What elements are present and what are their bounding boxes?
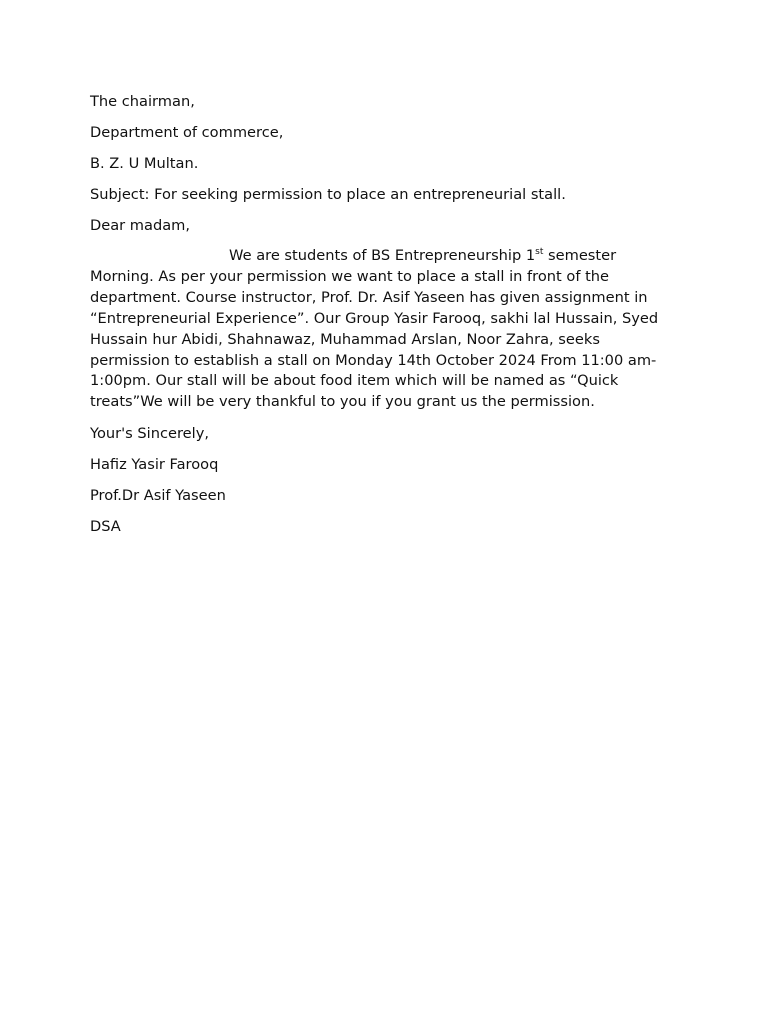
recipient-title: The chairman, xyxy=(90,93,195,110)
recipient-department: Department of commerce, xyxy=(90,124,284,141)
body-paragraph xyxy=(90,246,680,413)
body-intro: We are students of BS Entrepreneurship 1 xyxy=(229,247,536,264)
salutation: Dear madam, xyxy=(90,217,191,234)
cc-name: Prof.Dr Asif Yaseen xyxy=(90,487,226,505)
cc-role: DSA xyxy=(90,518,121,536)
body-rest: semester Morning. As per your permission we want to place a stall in front of the department. Course instructor, Prof. Dr. Asif Yaseen has given assignment in “Entrepreneurial Experience”. Our Group Yasir Farooq, sakhi lal Hussain, Syed Hussain hur Abidi, Shahnawaz, Muhammad Arslan, Noor Zahra, seeks permission to establish a stall on Monday 14th October 2024 From 11:00 am-1:00pm. Our stall will be about food item which will be named as “Quick treats”We will be very thankful to you if you grant us the permission. xyxy=(90,247,659,411)
subject-line: Subject: For seeking permission to place an entrepreneurial stall. xyxy=(90,186,566,203)
recipient-institution: B. Z. U Multan. xyxy=(90,155,199,172)
closing: Your's Sincerely, xyxy=(90,425,209,443)
letter-body xyxy=(90,91,680,547)
signatory-name: Hafiz Yasir Farooq xyxy=(90,456,219,474)
ordinal-suffix: st xyxy=(535,247,544,257)
